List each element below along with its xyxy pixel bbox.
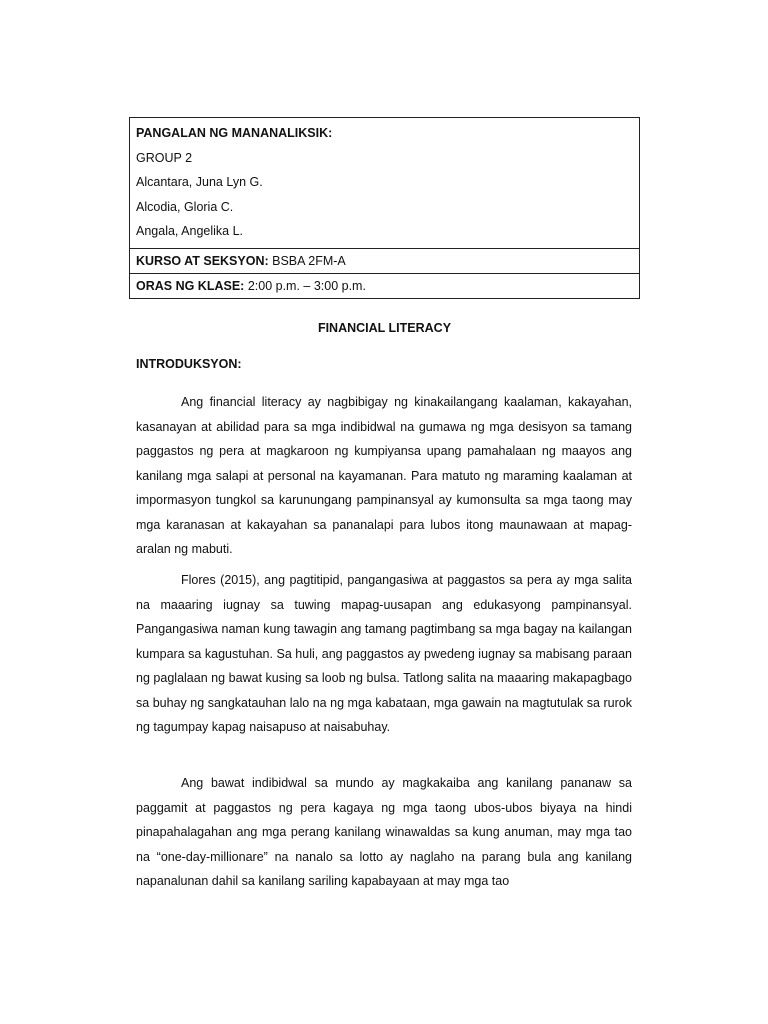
paragraph-1: Ang financial literacy ay nagbibigay ng kinakailangang kaalaman, kakayahan, kasanayan at abilidad para sa mga indibidwal na gumawa ng mga desisyon sa tamang paggastos ng pera at magkaroon ng kumpiyansa upang pamahalaan ng maayos ang kanilang mga salapi at personal na kayamanan. Para matuto ng maraming kaalaman at impormasyon tungkol sa karunungang pampinansyal ay kumonsulta sa mga taong may mga karanasan at kakayahan sa pananalapi para lubos itong maunawaan at mapag-aralan ng mabuti. [136, 395, 632, 556]
researcher-block [130, 118, 639, 249]
course-label: KURSO AT SEKSYON: [136, 253, 269, 268]
researcher-info-table [129, 117, 640, 299]
document-title: FINANCIAL LITERACY [317, 321, 452, 335]
time-value: 2:00 p.m. – 3:00 p.m. [244, 278, 366, 293]
time-label: ORAS NG KLASE: [136, 278, 245, 293]
section-heading: INTRODUKSYON: [136, 357, 242, 371]
paragraph-2: Flores (2015), ang pagtitipid, pangangasiwa at paggastos sa pera ay mga salita na maaaring iugnay sa tuwing mapag-uusapan ang edukasyong pampinansyal. Pangangasiwa naman kung tawagin ang tamang pagtimbang sa mga bagay na kailangan kumpara sa kagustuhan. Sa huli, ang paggastos ay pwedeng iugnay sa mabisang paraan ng paglalaan ng bawat kusing sa loob ng bulsa. Tatlong salita na maaaring makapagbago sa buhay ng sangkatauhan lalo na ng mga kabataan, mga gawain na magtutulak sa rurok ng tagumpay kapag naisapuso at naisabuhay. [136, 573, 632, 734]
course-section-row [130, 249, 639, 274]
member-name: Angala, Angelika L. [136, 224, 244, 238]
class-time-row [130, 274, 639, 298]
member-name: Alcodia, Gloria C. [136, 199, 234, 214]
paragraph-3: Ang bawat indibidwal sa mundo ay magkakaiba ang kanilang pananaw sa paggamit at paggastos ng pera kagaya ng mga taong ubos-ubos biyaya na hindi pinapahalagahan ang mga perang kanilang winawaldas sa kung anuman, may mga tao na “one-day-millionare” na nanalo sa lotto ay naglaho na parang bula ang kanilang napanalunan dahil sa kanilang sariling kapabayaan at may mga tao [136, 776, 632, 888]
course-value: BSBA 2FM-A [268, 253, 346, 268]
researcher-label: PANGALAN NG MANANALIKSIK: [136, 126, 333, 140]
member-name: Alcantara, Juna Lyn G. [136, 175, 263, 189]
group-name: GROUP 2 [136, 150, 193, 165]
